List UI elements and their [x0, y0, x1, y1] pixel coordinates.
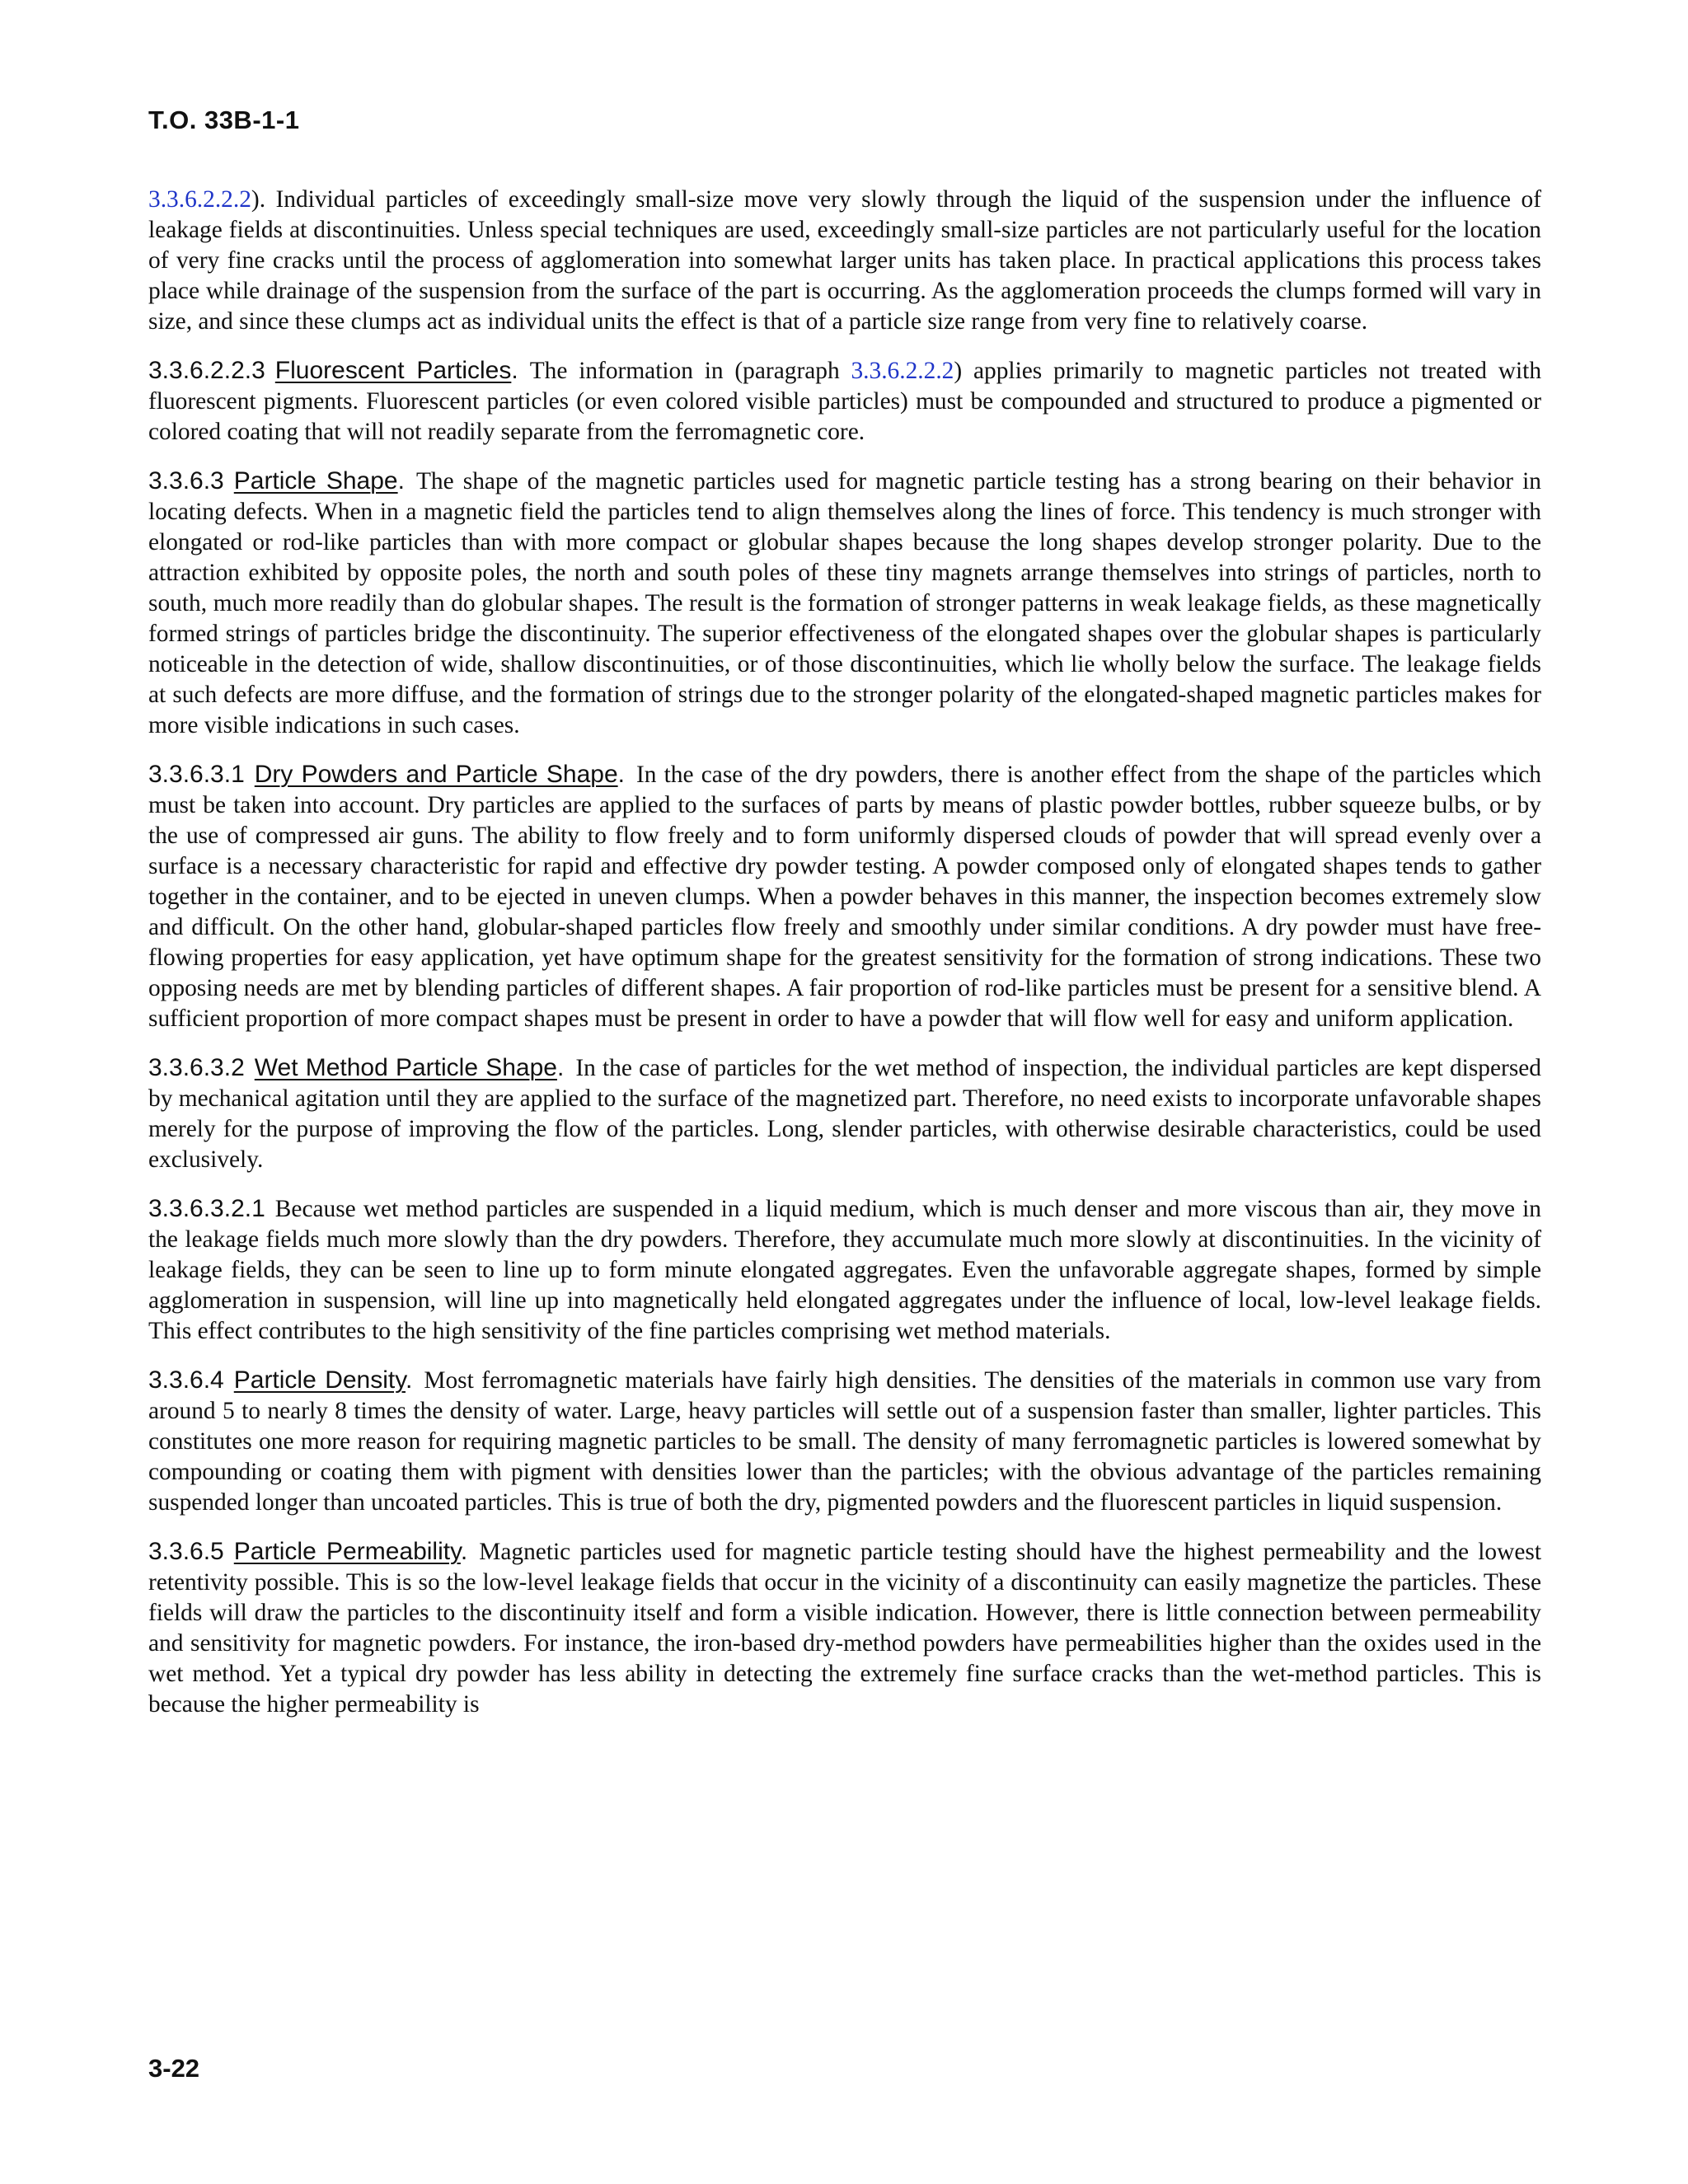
- paragraph-title: Fluorescent Particles: [274, 357, 512, 384]
- paragraph-title: Particle Shape: [233, 467, 398, 494]
- paragraph-number: 3.3.6.3: [148, 467, 224, 494]
- page-number: 3-22: [148, 2054, 200, 2083]
- paragraph-text: In the case of particles for the wet method of inspection, the individual particles are kept dispersed by mechanical agitation until they are applied to the surface of the magnetized part. Therefore, no need exists to incorporate unfavorable shapes merely for the purpose of improving the flow of the particles. Long, slender particles, with otherwise desirable characteristics, could be used exclusively.: [148, 1055, 1541, 1173]
- paragraph-wet-method-shape: [148, 1052, 1541, 1175]
- paragraph-text: The shape of the magnetic particles used for magnetic particle testing has a strong bearing on their behavior in locating defects. When in a magnetic field the particles tend to align themselves along the lines of force. This tendency is much stronger with elongated or rod-like particles than with more compact or globular shapes because the long shapes develop stronger polarity. Due to the attraction exhibited by opposite poles, the north and south poles of these tiny magnets arrange themselves into strings of particles, north to south, much more readily than do globular shapes. The result is the formation of stronger patterns in weak leakage fields, as these magnetically formed strings of particles bridge the discontinuity. The superior effectiveness of the elongated shapes over the globular shapes is particularly noticeable in the detection of wide, shallow discontinuities, or of those discontinuities, which lie wholly below the surface. The leakage fields at such defects are more diffuse, and the formation of strings due to the stronger polarity of the elongated-shaped magnetic particles makes for more visible indications in such cases.: [148, 468, 1542, 738]
- paragraph-text: Most ferromagnetic materials have fairly high densities. The densities of the materials in common use vary from around 5 to nearly 8 times the density of water. Large, heavy particles will settle out of a suspension faster than smaller, lighter particles. This constitutes one more reason for requiring magnetic particles to be small. The density of many ferromagnetic particles is lowered somewhat by compounding or coating them with pigment with densities lower than the particles; with the obvious advantage of the particles remaining suspended longer than uncoated particles. This is true of both the dry, pigmented powders and the fluorescent particles in liquid suspension.: [148, 1367, 1541, 1516]
- title-period: .: [617, 761, 625, 788]
- paragraph-particle-permeability: [148, 1536, 1541, 1720]
- document-body: [148, 185, 1541, 1738]
- title-period: .: [397, 467, 405, 494]
- paragraph-fluorescent-particles: [148, 355, 1541, 448]
- title-period: .: [460, 1538, 468, 1565]
- paragraph-number: 3.3.6.4: [148, 1366, 224, 1394]
- paragraph-number: 3.3.6.2.2.3: [148, 357, 265, 384]
- title-period: .: [556, 1054, 565, 1081]
- paragraph-text-continued: ) applies primarily to magnetic particles not treated with fluorescent pigments. Fluorescent particles (or even colored visible particles) must be compounded and structured to produce a pigmented or colored coating that will not readily separate from the ferromagnetic core.: [148, 358, 1542, 445]
- cross-reference-link[interactable]: 3.3.6.2.2.2: [148, 186, 251, 213]
- paragraph-number: 3.3.6.3.1: [148, 761, 245, 788]
- paragraph-number: 3.3.6.5: [148, 1538, 224, 1565]
- title-period: .: [511, 357, 518, 384]
- paragraph-text: In the case of the dry powders, there is another effect from the shape of the particles which must be taken into account. Dry particles are applied to the surfaces of parts by means of plastic powder bottles, rubber squeeze bulbs, or by the use of compressed air guns. The ability to flow freely and to form uniformly dispersed clouds of powder that will spread evenly over a surface is a necessary characteristic for rapid and effective dry powder testing. A powder composed only of elongated shapes tends to gather together in the container, and to be ejected in uneven clumps. When a powder behaves in this manner, the inspection becomes extremely slow and difficult. On the other hand, globular-shaped particles flow freely and smoothly under similar conditions. A dry powder must have free-flowing properties for easy application, yet have optimum shape for the greatest sensitivity for the formation of strong indications. These two opposing needs are met by blending particles of different shapes. A fair proportion of rod-like particles must be present for a sensitive blend. A sufficient proportion of more compact shapes must be present in order to have a powder that will flow well for easy and uniform application.: [148, 762, 1541, 1032]
- paragraph-wet-method-suspension: [148, 1193, 1541, 1347]
- paragraph-text: Magnetic particles used for magnetic particle testing should have the highest permeability and the lowest retentivity possible. This is so the low-level leakage fields that occur in the vicinity of a discontinuity can easily magnetize the particles. These fields will draw the particles to the discontinuity itself and form a visible indication. However, there is little connection between permeability and sensitivity for magnetic powders. For instance, the iron-based dry-method powders have permeabilities higher than the oxides used in the wet method. Yet a typical dry powder has less ability in detecting the extremely fine surface cracks than the wet-method particles. This is because the higher permeability is: [148, 1539, 1541, 1718]
- paragraph-dry-powders: [148, 759, 1541, 1034]
- paragraph-particle-density: [148, 1365, 1541, 1518]
- paragraph-title: Particle Density: [233, 1366, 406, 1394]
- cross-reference-link[interactable]: 3.3.6.2.2.2: [851, 358, 954, 384]
- paragraph-number: 3.3.6.3.2: [148, 1054, 245, 1081]
- paragraph-number: 3.3.6.3.2.1: [148, 1195, 265, 1222]
- paragraph-text: ). Individual particles of exceedingly small-size move very slowly through the liquid of the suspension under the influence of leakage fields at discontinuities. Unless special techniques are used, exceedingly small-size particles are not particularly useful for the location of very fine cracks until the process of agglomeration into somewhat larger units has taken place. In practical applications this process takes place while drainage of the suspension from the surface of the part is occurring. As the agglomeration proceeds the clumps formed will vary in size, and since these clumps act as individual units the effect is that of a particle size range from very fine to relatively coarse.: [148, 186, 1541, 335]
- document-id-header: T.O. 33B-1-1: [148, 105, 300, 134]
- paragraph-title: Wet Method Particle Shape: [254, 1054, 557, 1081]
- paragraph-continuation: [148, 185, 1541, 337]
- paragraph-text: The information in (paragraph: [529, 358, 851, 384]
- paragraph-particle-shape: [148, 466, 1541, 741]
- paragraph-title: Dry Powders and Particle Shape: [254, 761, 618, 788]
- paragraph-title: Particle Permeability: [233, 1538, 461, 1565]
- title-period: .: [406, 1366, 413, 1394]
- paragraph-text: Because wet method particles are suspended in a liquid medium, which is much denser and more viscous than air, they move in the leakage fields much more slowly than the dry powders. Therefore, they accumulate much more slowly at discontinuities. In the vicinity of leakage fields, they can be seen to line up to form minute elongated aggregates. Even the unfavorable aggregate shapes, formed by simple agglomeration in suspension, will line up into magnetically held elongated aggregates under the influence of local, low-level leakage fields. This effect contributes to the high sensitivity of the fine particles comprising wet method materials.: [148, 1196, 1541, 1344]
